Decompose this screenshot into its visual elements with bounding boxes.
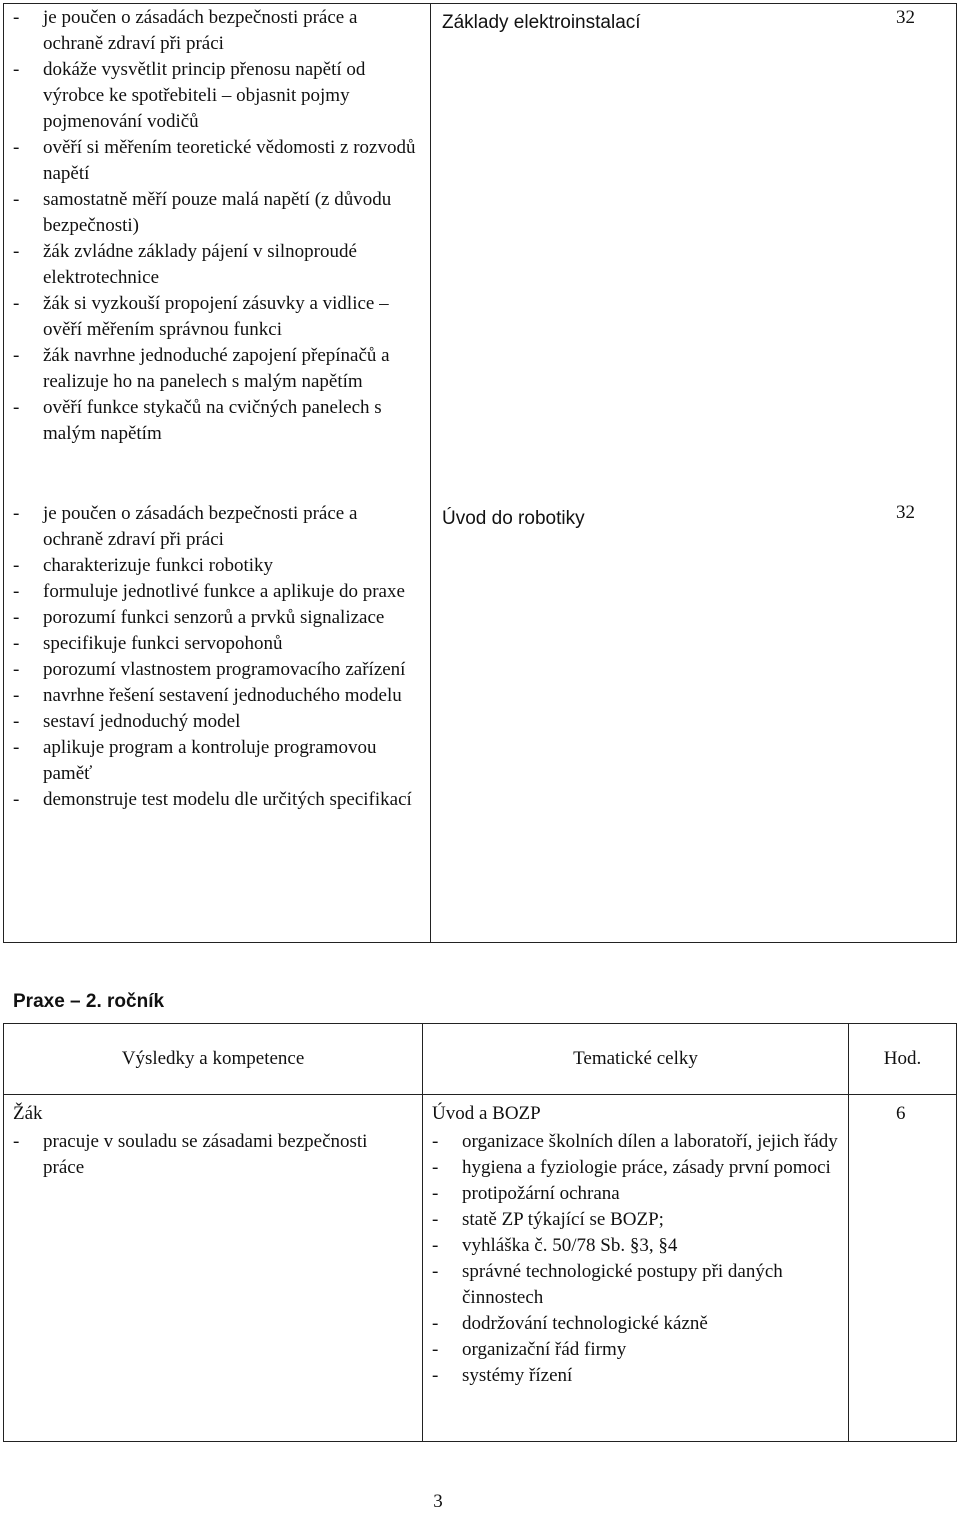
table-border xyxy=(422,1023,423,1442)
list-item: - žák navrhne jednoduché zapojení přepínačů a realizuje ho na panelech s malým napětím xyxy=(13,343,418,395)
topic-title: Úvod do robotiky xyxy=(442,508,585,529)
table-border xyxy=(430,3,431,943)
list-item: - systémy řízení xyxy=(432,1363,842,1389)
table-border xyxy=(3,3,957,4)
table-border xyxy=(3,1094,957,1095)
list-item: - žák si vyzkouší propojení zásuvky a vidlice – ověří měřením správnou funkci xyxy=(13,291,418,343)
list-item: - organizace školních dílen a laboratoří, jejich řády xyxy=(432,1129,842,1155)
table-border xyxy=(3,1023,957,1024)
hours-value: 32 xyxy=(896,502,915,523)
table-border xyxy=(956,3,957,943)
list-item: - vyhláška č. 50/78 Sb. §3, §4 xyxy=(432,1233,842,1259)
table-border xyxy=(3,1023,4,1442)
column-header-hours: Hod. xyxy=(883,1048,922,1069)
list-item: - charakterizuje funkci robotiky xyxy=(13,553,418,579)
section-heading: Praxe – 2. ročník xyxy=(13,991,165,1012)
list-item: - sestaví jednoduchý model xyxy=(13,709,418,735)
list-item: - specifikuje funkci servopohonů xyxy=(13,631,418,657)
table-border xyxy=(848,1023,849,1442)
table-border xyxy=(3,942,957,943)
page-number: 3 xyxy=(433,1491,443,1512)
list-item: - navrhne řešení sestavení jednoduchého modelu xyxy=(13,683,418,709)
list-item: - formuluje jednotlivé funkce a aplikuje do praxe xyxy=(13,579,418,605)
table-border xyxy=(3,1441,957,1442)
list-item: - ověří funkce stykačů na cvičných panelech s malým napětím xyxy=(13,395,418,447)
list-item: - žák zvládne základy pájení v silnoproudé elektrotechnice xyxy=(13,239,418,291)
list-item: - dodržování technologické kázně xyxy=(432,1311,842,1337)
outcomes-list xyxy=(13,501,418,813)
list-item: - ověří si měřením teoretické vědomosti z rozvodů napětí xyxy=(13,135,418,187)
list-item: - správné technologické postupy při daných činnostech xyxy=(432,1259,842,1311)
hours-value: 6 xyxy=(896,1103,906,1124)
list-item: - aplikuje program a kontroluje programovou paměť xyxy=(13,735,418,787)
column-header-outcomes: Výsledky a kompetence xyxy=(121,1048,305,1069)
topic-title: Základy elektroinstalací xyxy=(442,12,641,33)
column-header-topics: Tematické celky xyxy=(573,1048,698,1069)
topic-items-list xyxy=(432,1129,842,1389)
list-item: - porozumí funkci senzorů a prvků signalizace xyxy=(13,605,418,631)
list-item: - dokáže vysvětlit princip přenosu napětí od výrobce ke spotřebiteli – objasnit pojmy pojmenování vodičů xyxy=(13,57,418,135)
hours-value: 32 xyxy=(896,7,915,28)
outcomes-list xyxy=(13,5,418,447)
list-item: - statě ZP týkající se BOZP; xyxy=(432,1207,842,1233)
list-item: - je poučen o zásadách bezpečnosti práce a ochraně zdraví při práci xyxy=(13,5,418,57)
list-item: - organizační řád firmy xyxy=(432,1337,842,1363)
list-item: - protipožární ochrana xyxy=(432,1181,842,1207)
list-item: - pracuje v souladu se zásadami bezpečnosti práce xyxy=(13,1129,413,1181)
list-item: - je poučen o zásadách bezpečnosti práce a ochraně zdraví při práci xyxy=(13,501,418,553)
list-item: - hygiena a fyziologie práce, zásady první pomoci xyxy=(432,1155,842,1181)
list-item: - samostatně měří pouze malá napětí (z důvodu bezpečnosti) xyxy=(13,187,418,239)
table-border xyxy=(3,3,4,943)
topic-title: Úvod a BOZP xyxy=(432,1103,541,1124)
list-item: - porozumí vlastnostem programovacího zařízení xyxy=(13,657,418,683)
student-label: Žák xyxy=(13,1103,43,1124)
table-border xyxy=(956,1023,957,1442)
list-item: - demonstruje test modelu dle určitých specifikací xyxy=(13,787,418,813)
outcomes-list xyxy=(13,1129,413,1181)
